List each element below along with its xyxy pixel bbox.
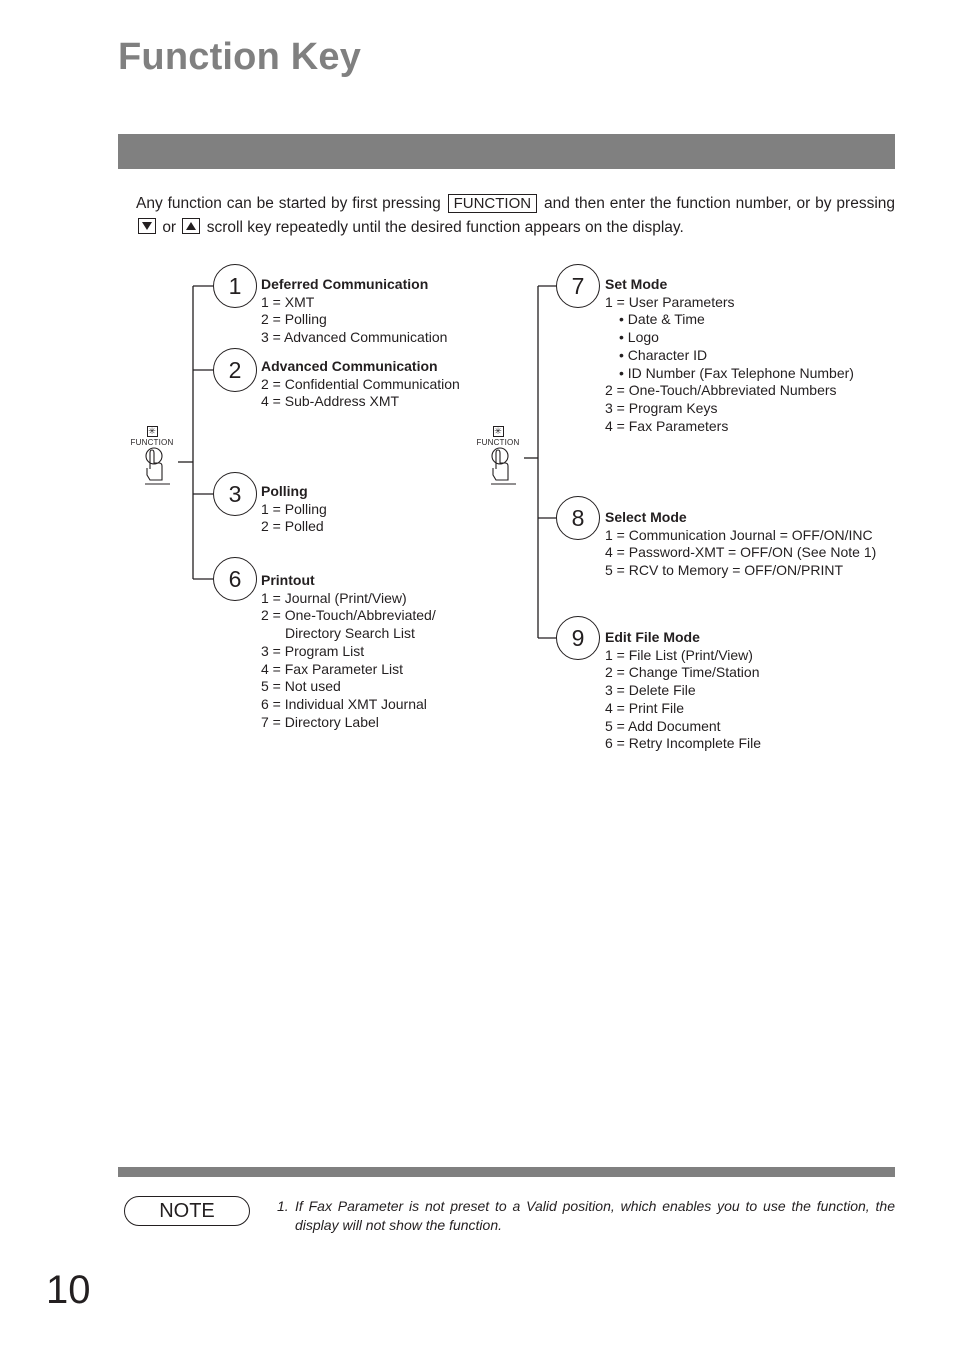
group-line: 1 = XMT: [261, 293, 315, 310]
group-line: 3 = Program List: [261, 642, 365, 659]
function-key-label: FUNCTION: [448, 194, 538, 213]
function-key-icon-left: [127, 426, 177, 490]
note-body: If Fax Parameter is not preset to a Valid position, which enables you to use the function, the display will not show the function.: [295, 1198, 895, 1233]
function-key-caption: FUNCTION: [130, 438, 174, 447]
group-line: 3 = Advanced Communication: [261, 329, 448, 346]
group-line: 1 = File List (Print/View): [605, 646, 753, 663]
intro-text-3: or: [162, 219, 177, 236]
intro-text-1: Any function can be started by first pressing: [136, 195, 441, 212]
function-key-caption: FUNCTION: [476, 438, 520, 447]
group-line: • Date & Time: [619, 311, 705, 328]
group-line: 3 = Delete File: [605, 682, 696, 699]
group-line: 6 = Individual XMT Journal: [261, 695, 427, 712]
group-heading: Advanced Communication: [261, 358, 438, 374]
group-line: 3 = Program Keys: [605, 399, 718, 416]
function-number-circle: 1: [213, 264, 257, 308]
group-line: 4 = Password-XMT = OFF/ON (See Note 1): [605, 544, 877, 561]
group-heading: Set Mode: [605, 276, 668, 292]
page-number: 10: [46, 1268, 91, 1312]
function-number-circle: 3: [213, 472, 257, 516]
group-line: 2 = One-Touch/Abbreviated/: [261, 607, 436, 624]
function-number-circle: 9: [556, 616, 600, 660]
group-heading: Printout: [261, 572, 315, 588]
group-line: • ID Number (Fax Telephone Number): [619, 364, 854, 381]
star-icon: ✳: [148, 426, 156, 436]
group-line: • Logo: [619, 329, 659, 346]
group-line: • Character ID: [619, 346, 708, 363]
page-title: Function Key: [118, 36, 362, 78]
function-number-circle: 7: [556, 264, 600, 308]
group-line: 1 = User Parameters: [605, 293, 735, 310]
group-line: 5 = Add Document: [605, 717, 721, 734]
group-select-mode: [605, 509, 876, 580]
group-line: 5 = Not used: [261, 678, 341, 695]
group-line: 4 = Sub-Address XMT: [261, 393, 400, 410]
group-line: 2 = Change Time/Station: [605, 664, 760, 681]
group-line: 5 = RCV to Memory = OFF/ON/PRINT: [605, 562, 844, 579]
group-line: 4 = Fax Parameters: [605, 417, 729, 434]
group-line: 1 = Communication Journal = OFF/ON/INC: [605, 526, 873, 543]
function-number-circle: 8: [556, 496, 600, 540]
pressing-finger-icon: [478, 447, 518, 485]
pressing-finger-icon: [132, 447, 172, 485]
group-line: 2 = Confidential Communication: [261, 375, 460, 392]
function-number-circle: 2: [213, 348, 257, 392]
group-line: 4 = Print File: [605, 699, 684, 716]
function-key-icon-right: [473, 426, 523, 490]
group-edit-file-mode: [605, 629, 761, 753]
group-line: 2 = One-Touch/Abbreviated Numbers: [605, 382, 837, 399]
group-line: 4 = Fax Parameter List: [261, 660, 404, 677]
group-line: Directory Search List: [285, 625, 415, 642]
group-line: 1 = Polling: [261, 500, 327, 517]
note-label: NOTE: [124, 1196, 250, 1226]
group-set-mode: [605, 276, 854, 435]
group-line: 2 = Polled: [261, 518, 324, 535]
group-heading: Deferred Communication: [261, 276, 429, 292]
group-line: 6 = Retry Incomplete File: [605, 735, 762, 752]
group-line: 1 = Journal (Print/View): [261, 589, 407, 606]
group-line: 7 = Directory Label: [261, 713, 379, 730]
group-heading: Select Mode: [605, 509, 687, 525]
group-line: 2 = Polling: [261, 311, 327, 328]
footer-bar: [118, 1167, 895, 1177]
intro-text-2: and then enter the function number, or by pressing: [544, 195, 895, 212]
intro-text-4: scroll key repeatedly until the desired function appears on the display.: [206, 219, 684, 236]
group-heading: Edit File Mode: [605, 629, 700, 645]
note-text: [277, 1197, 895, 1235]
group-printout: [261, 572, 436, 731]
function-number-circle: 6: [213, 557, 257, 601]
group-polling: [261, 483, 327, 536]
group-deferred-communication: [261, 276, 447, 347]
note-number: 1.: [277, 1198, 289, 1214]
star-icon: ✳: [494, 426, 502, 436]
group-advanced-communication: [261, 358, 460, 411]
group-heading: Polling: [261, 483, 308, 499]
